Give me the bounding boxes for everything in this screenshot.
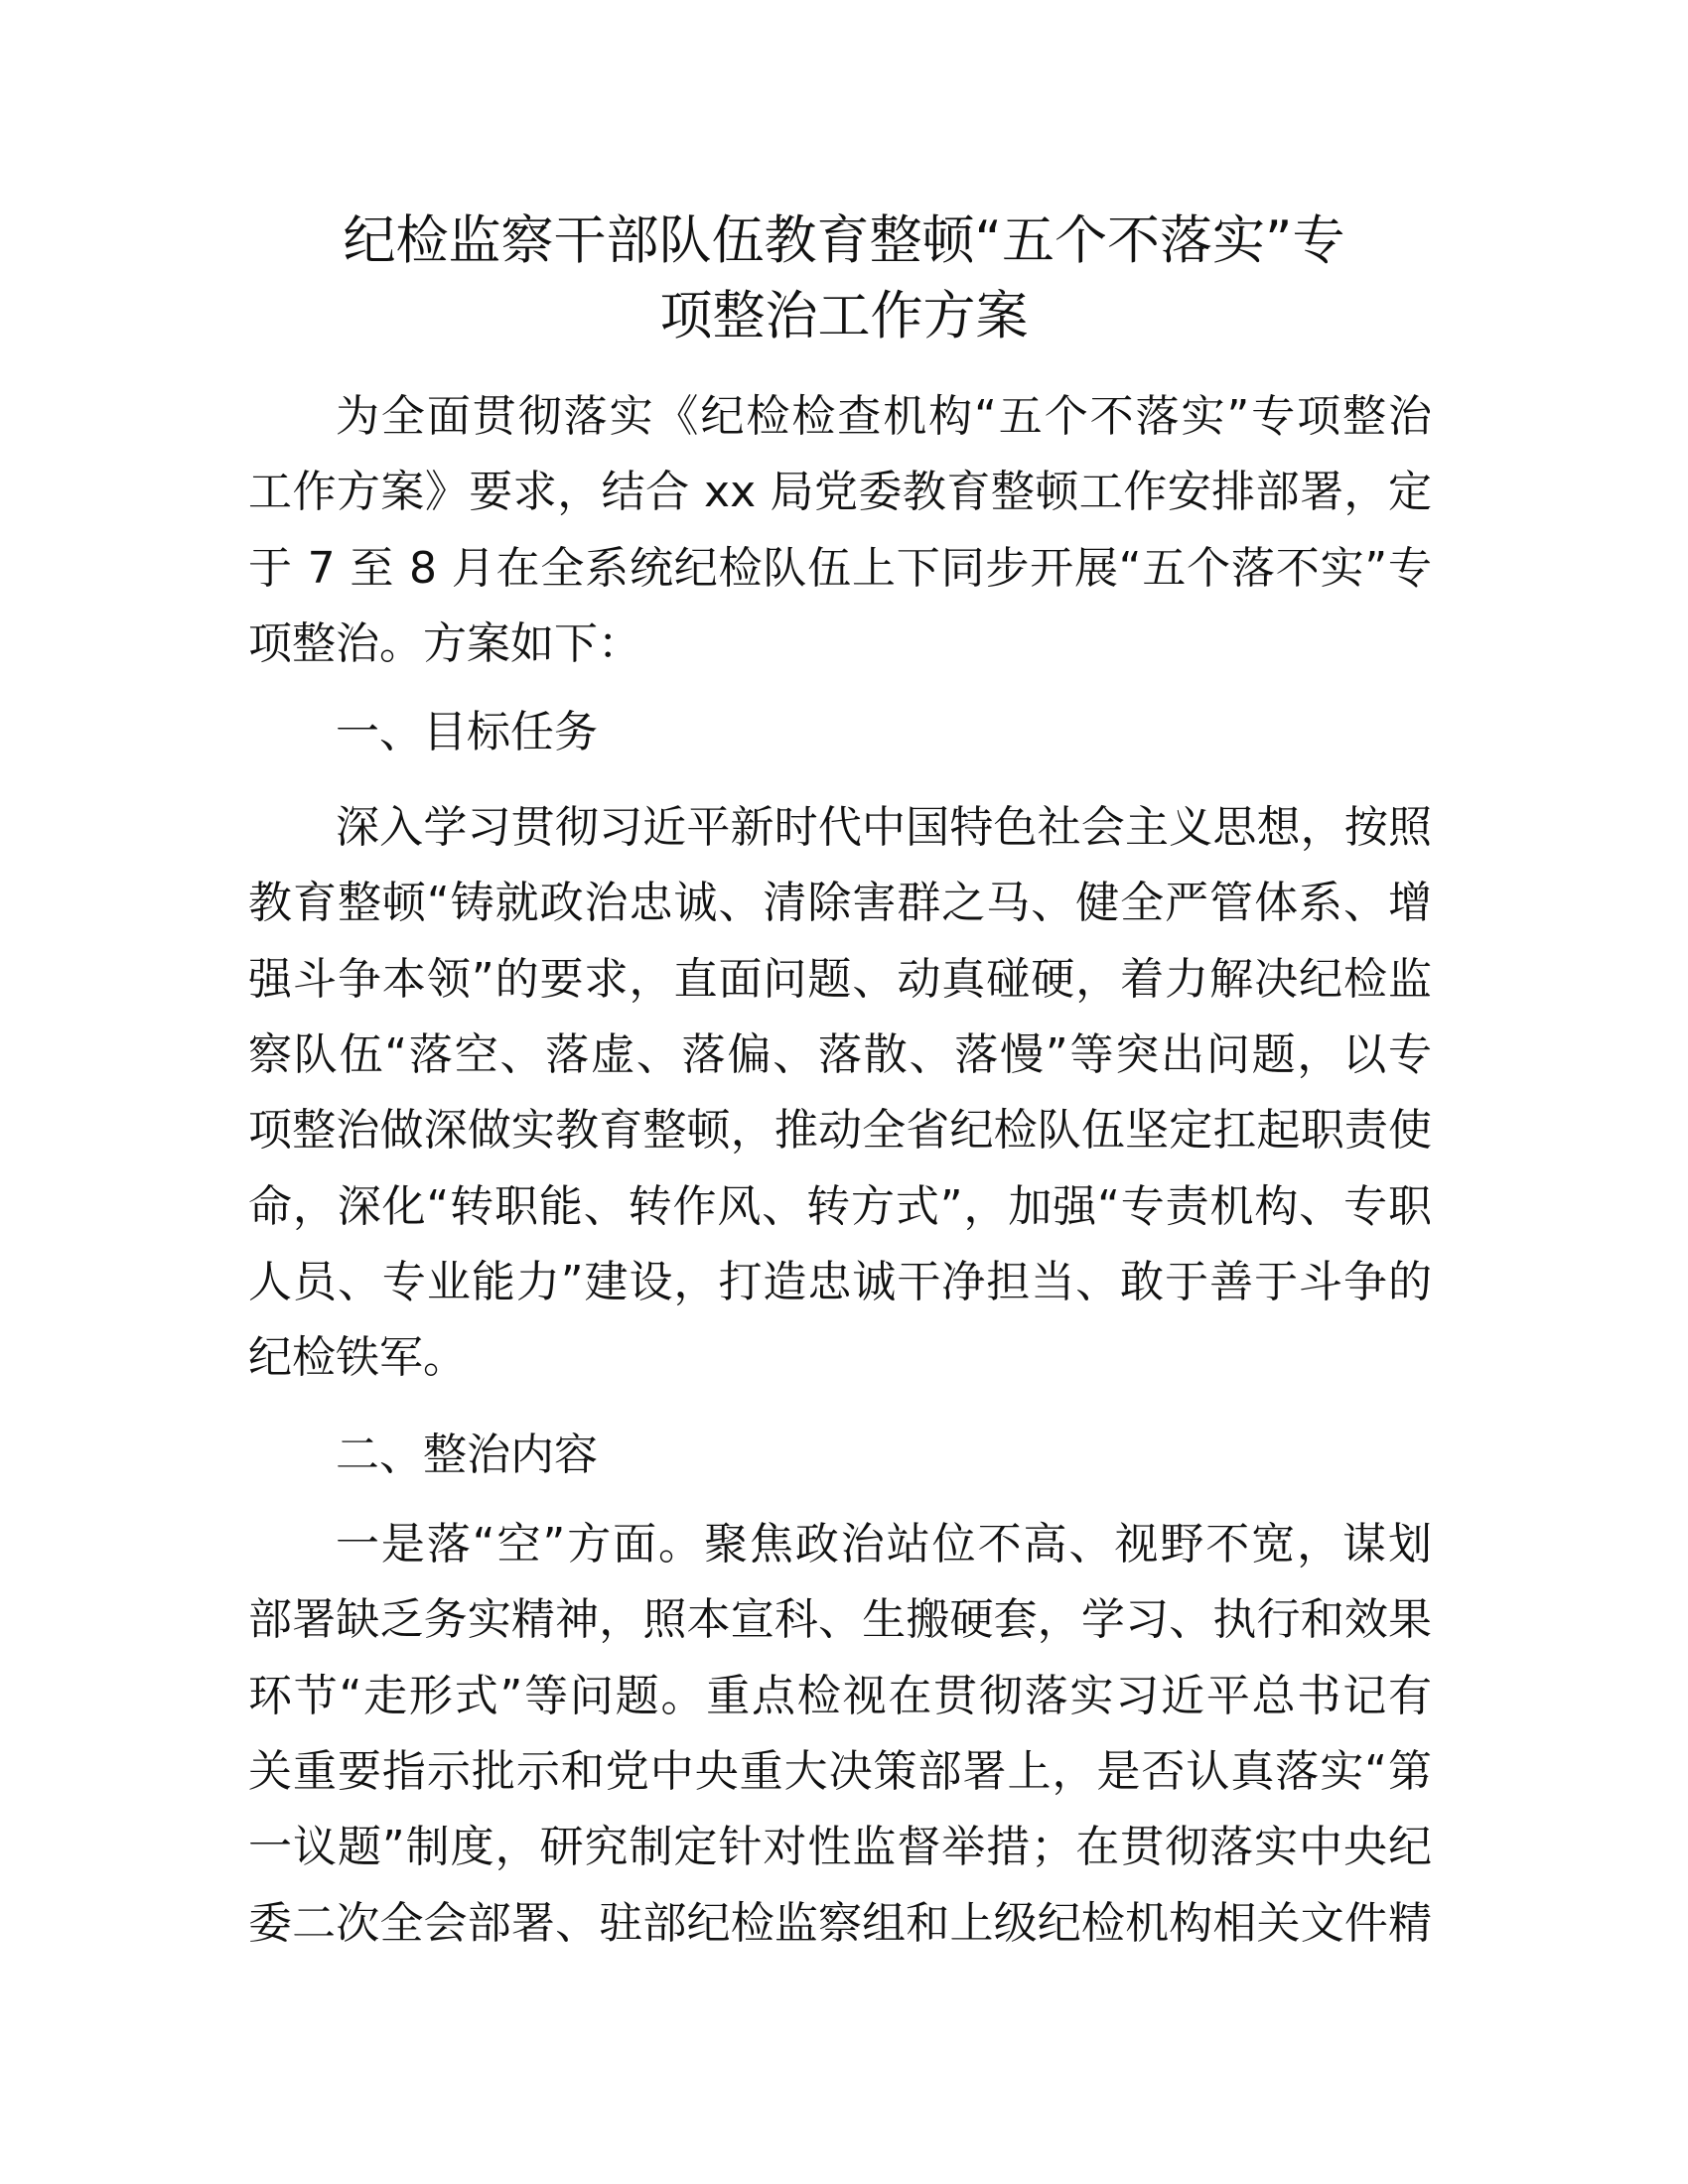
paragraph-line: 纪检铁军。 xyxy=(248,1332,467,1383)
paragraph-line: 一是落“空”方面。聚焦政治站位不高、视野不宽，谋划 xyxy=(336,1519,1432,1570)
paragraph-line: 教育整顿“铸就政治忠诚、清除害群之马、健全严管体系、增 xyxy=(248,878,1432,928)
document-title-line-1: 纪检监察干部队伍教育整顿“五个不落实”专 xyxy=(343,210,1345,271)
paragraph-line: 强斗争本领”的要求，直面问题、动真碰硬，着力解决纪检监 xyxy=(248,954,1432,1005)
paragraph-line: 一议题”制度，研究制定针对性监督举措；在贯彻落实中央纪 xyxy=(248,1822,1432,1872)
paragraph-line: 于 7 至 8 月在全系统纪检队伍上下同步开展“五个落不实”专 xyxy=(248,543,1432,594)
section-heading-2: 二、整治内容 xyxy=(336,1430,598,1480)
paragraph-line: 部署缺乏务实精神，照本宣科、生搬硬套，学习、执行和效果 xyxy=(248,1594,1432,1645)
paragraph-line: 关重要指示批示和党中央重大决策部署上，是否认真落实“第 xyxy=(248,1746,1432,1797)
document-title-line-2: 项整治工作方案 xyxy=(659,286,1029,346)
paragraph-line: 为全面贯彻落实《纪检检查机构“五个不落实”专项整治 xyxy=(336,391,1432,442)
paragraph-line: 项整治。方案如下： xyxy=(248,618,641,669)
paragraph-line: 工作方案》要求，结合 xx 局党委教育整顿工作安排部署，定 xyxy=(248,467,1432,517)
paragraph-line: 命，深化“转职能、转作风、转方式”，加强“专责机构、专职 xyxy=(248,1181,1432,1232)
paragraph-line: 深入学习贯彻习近平新时代中国特色社会主义思想，按照 xyxy=(336,802,1432,853)
paragraph-line: 环节“走形式”等问题。重点检视在贯彻落实习近平总书记有 xyxy=(248,1671,1432,1721)
section-heading-1: 一、目标任务 xyxy=(336,707,598,757)
paragraph-line: 项整治做深做实教育整顿，推动全省纪检队伍坚定扛起职责使 xyxy=(248,1105,1432,1156)
paragraph-line: 察队伍“落空、落虚、落偏、落散、落慢”等突出问题，以专 xyxy=(248,1029,1432,1080)
paragraph-line: 人员、专业能力”建设，打造忠诚干净担当、敢于善于斗争的 xyxy=(248,1257,1432,1307)
paragraph-line: 委二次全会部署、驻部纪检监察组和上级纪检机构相关文件精 xyxy=(248,1898,1432,1949)
